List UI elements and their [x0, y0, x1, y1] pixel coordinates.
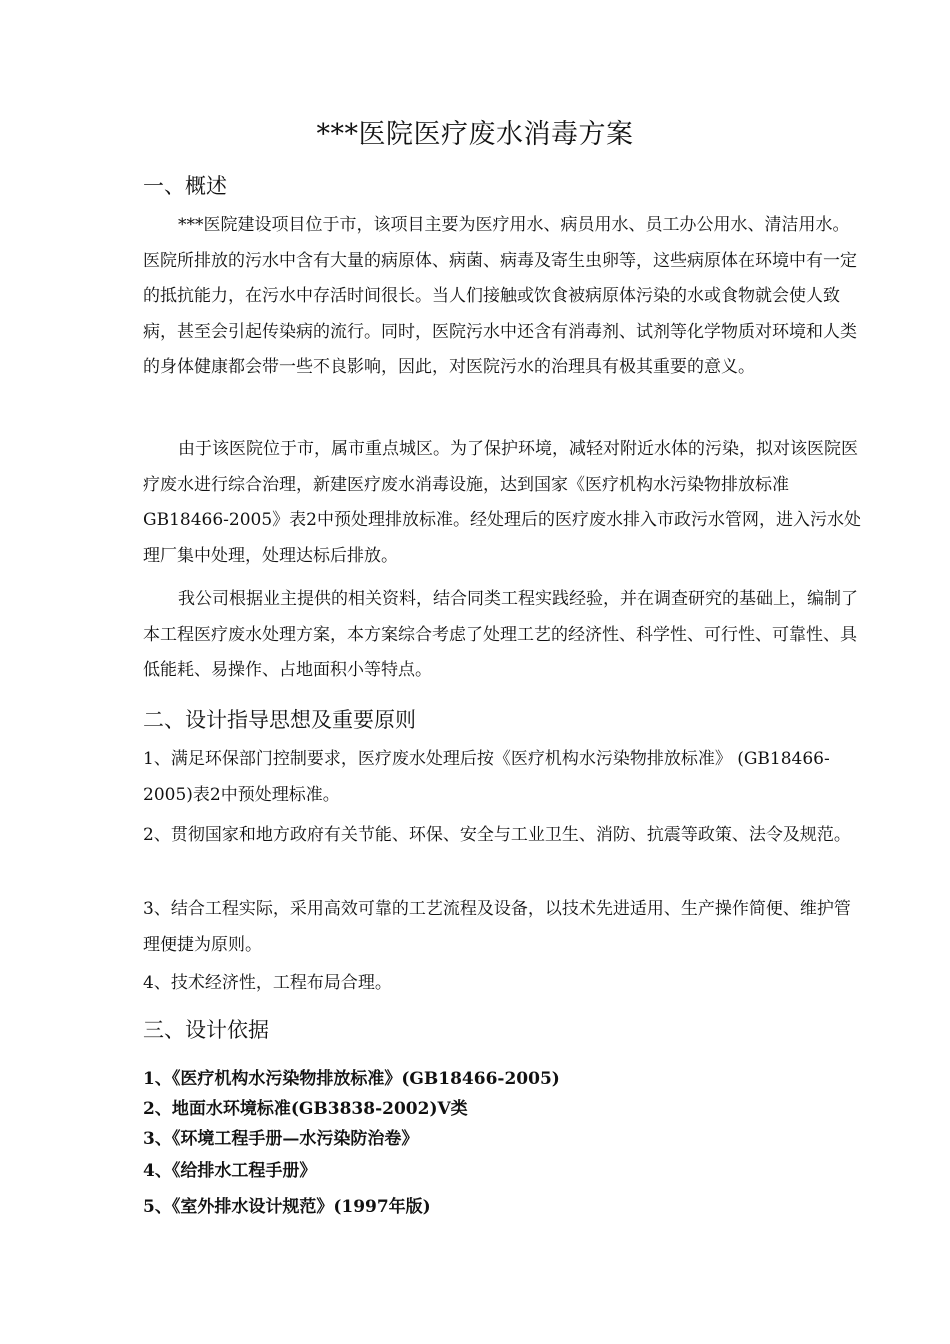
- principle-item-4: 4、技术经济性，工程布局合理。: [143, 973, 392, 993]
- principle-item-3: 3、结合工程实际，采用高效可靠的工艺流程及设备，以技术先进适用、生产操作简便、维护管理便捷为原则。: [143, 899, 851, 955]
- section-heading-overview: 一、概述: [143, 174, 227, 198]
- document-title: ***医院医疗废水消毒方案: [316, 119, 634, 150]
- principle-item-2: 2、贯彻国家和地方政府有关节能、环保、安全与工业卫生、消防、抗震等政策、法令及规范。: [143, 825, 851, 845]
- section-heading-principles: 二、设计指导思想及重要原则: [143, 708, 416, 732]
- basis-item-3: 3、《环境工程手册—水污染防治卷》: [143, 1129, 419, 1149]
- overview-paragraph-1: ***医院建设项目位于市，该项目主要为医疗用水、病员用水、员工办公用水、清洁用水。医院所排放的污水中含有大量的病原体、病菌、病毒及寄生虫卵等，这些病原体在环境中有一定的抵抗能力，在污水中存活时间很长。当人们接触或饮食被病原体污染的水或食物就会使人致病，甚至会引起传染病的流行。同时，医院污水中还含有消毒剂、试剂等化学物质对环境和人类的身体健康都会带一些不良影响，因此，对医院污水的治理具有极其重要的意义。: [143, 215, 857, 377]
- basis-item-5: 5、《室外排水设计规范》(1997年版): [143, 1197, 431, 1217]
- basis-item-4: 4、《给排水工程手册》: [143, 1161, 317, 1181]
- overview-paragraph-2: 由于该医院位于市，属市重点城区。为了保护环境，减轻对附近水体的污染，拟对该医院医疗废水进行综合治理，新建医疗废水消毒设施，达到国家《医疗机构水污染物排放标准GB18466-2005》表2中预处理排放标准。经处理后的医疗废水排入市政污水管网，进入污水处理厂集中处理，处理达标后排放。: [143, 439, 861, 566]
- basis-item-1: 1、《医疗机构水污染物排放标准》(GB18466-2005): [143, 1069, 560, 1089]
- basis-item-2: 2、地面水环境标准(GB3838-2002)V类: [143, 1099, 468, 1119]
- section-heading-basis: 三、设计依据: [143, 1018, 269, 1042]
- principle-item-1: 1、满足环保部门控制要求，医疗废水处理后按《医疗机构水污染物排放标准》 (GB18466-2005)表2中预处理标准。: [143, 749, 830, 805]
- overview-paragraph-3: 我公司根据业主提供的相关资料，结合同类工程实践经验，并在调查研究的基础上，编制了本工程医疗废水处理方案，本方案综合考虑了处理工艺的经济性、科学性、可行性、可靠性、具低能耗、易操作、占地面积小等特点。: [143, 589, 858, 680]
